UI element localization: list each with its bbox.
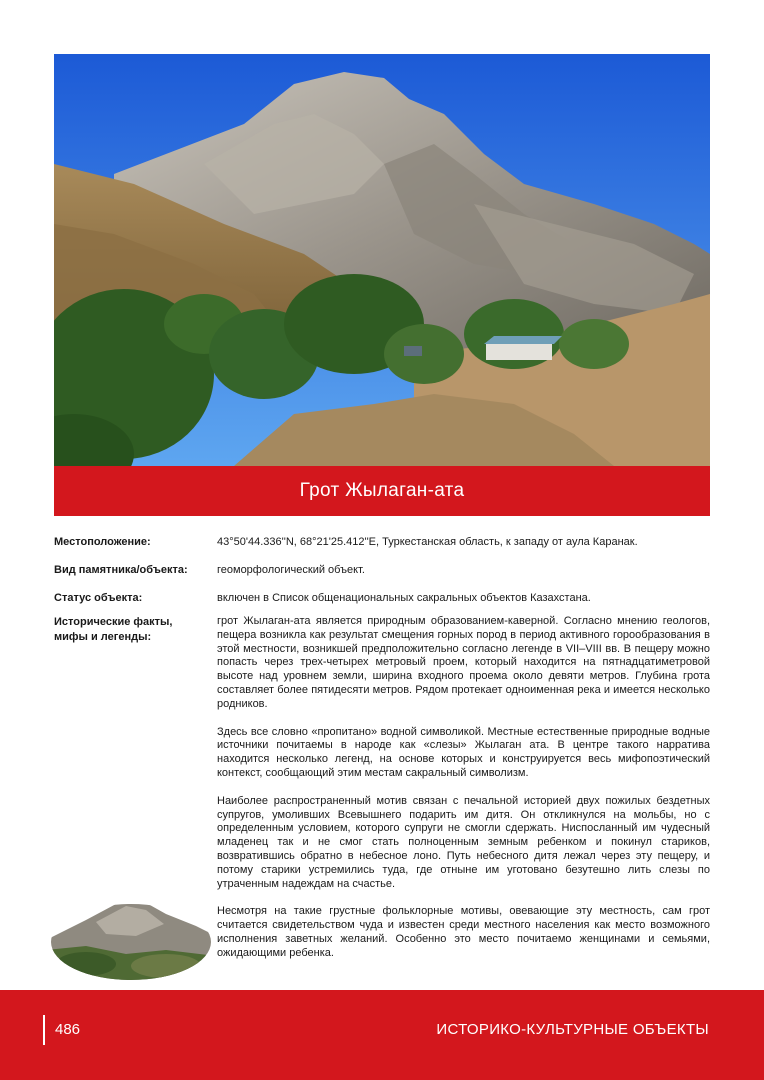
- mountain-thumbnail: [46, 890, 216, 982]
- status-label: Статус объекта:: [54, 592, 143, 604]
- history-label: Исторические факты, мифы и легенды:: [54, 616, 173, 643]
- history-text: [217, 615, 710, 975]
- history-paragraph: Наиболее распространенный мотив связан с печальной историей двух пожилых бездетных супругов, умоливших Всевышнего подарить им дитя. Он откликнулся на мольбы, но с определенным условием, которого супруги не смогли сдержать. Ниспосланный им чудесный младенец так и не смог стать полноценным земным ребенком и покинул стариков, возвратившись обратно в небесное лоно. Путь небесного дитя лежал через эту пещеру, и потому старики устремились туда, где отныне им уготовано безутешно лить слезы по утраченным надеждам на счастье.: [217, 794, 710, 890]
- history-paragraph: Здесь все словно «пропитано» водной символикой. Местные естественные природные водные источники почитаемы в народе как «слезы» Жылаган ата. В центре такого нарратива находится несколько легенд, на основе которых и конструируется весь мифопоэтический контекст, сообщающий этим местам сакральный символизм.: [217, 725, 710, 779]
- page-title: Грот Жылаган-ата: [54, 466, 710, 516]
- location-label: Местоположение:: [54, 536, 151, 548]
- status-value: включен в Список общенациональных сакральных объектов Казахстана.: [217, 592, 591, 604]
- mountain-photo: [54, 54, 710, 466]
- monument-type-label: Вид памятника/объекта:: [54, 564, 188, 576]
- location-value: 43°50'44.336''N, 68°21'25.412''E, Туркестанская область, к западу от аула Каранак.: [217, 536, 638, 548]
- history-paragraph: грот Жылаган-ата является природным образованием-каверной. Согласно мнению геологов, пещера возникла как результат смещения горных пород в период активного горообразования в этой местности, возникшей предположительно согласно легенде в VII–VIII вв. В пещеру можно попасть через трех-четырех метровый проем, который находится на пятнадцатиметровой высоте над уровнем земли, ширина входного проема около девяти метров. Глубина грота составляет более пятидесяти метров. Рядом протекает одноименная река и имеется несколько родников.: [217, 615, 710, 710]
- footer-divider: [43, 1015, 45, 1045]
- history-paragraph: Несмотря на такие грустные фольклорные мотивы, овевающие эту местность, сам грот считается свидетельством чуда и известен среди местного населения как место возможного исполнения заветных желаний. Особенно это место почитаемо женщинами и семьями, ожидающими ребенка.: [217, 905, 710, 959]
- monument-type-value: геоморфологический объект.: [217, 564, 365, 576]
- footer-bar: [0, 990, 764, 1080]
- section-title: ИСТОРИКО-КУЛЬТУРНЫЕ ОБЪЕКТЫ: [436, 1021, 709, 1038]
- page-number: 486: [55, 1021, 81, 1038]
